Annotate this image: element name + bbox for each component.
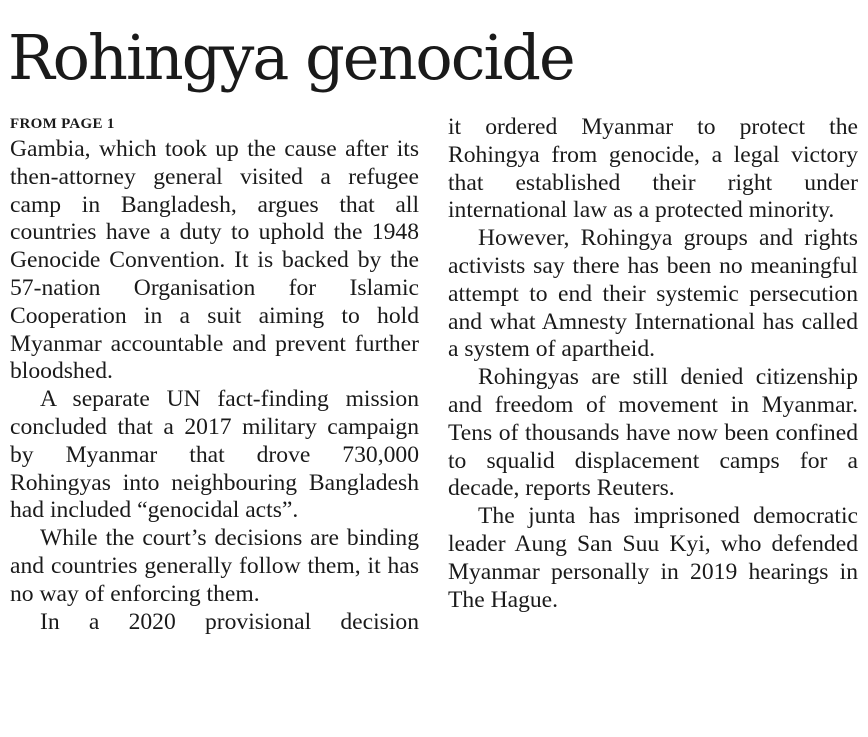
article-column-right <box>448 114 858 614</box>
article-column-left <box>10 114 419 636</box>
article-paragraph: it ordered Myanmar to protect the Rohingya from genocide, a legal victory that established their right under international law as a protected minority. <box>448 114 858 224</box>
continuation-kicker: FROM PAGE 1 <box>10 116 115 132</box>
article-paragraph: The junta has imprisoned democratic leader Aung San Suu Kyi, who defended Myanmar personally in 2019 hearings in The Hague. <box>448 503 858 613</box>
article-paragraph: However, Rohingya groups and rights activists say there has been no meaningful attempt to end their systemic persecution and what Amnesty International has called a system of apartheid. <box>448 225 858 363</box>
article-paragraph: In a 2020 provisional decision <box>40 608 419 635</box>
article-paragraph: Rohingyas are still denied citizenship and freedom of movement in Myanmar. Tens of thousands have now been confined to squalid displacement camps for a decade, reports Reuters. <box>448 364 858 502</box>
headline: Rohingya genocide <box>8 21 574 94</box>
article-paragraph: A separate UN fact-finding mission concluded that a 2017 military campaign by Myanmar that drove 730,000 Rohingyas into neighbouring Bangladesh had included “genocidal acts”. <box>10 386 419 524</box>
article-paragraph: Gambia, which took up the cause after its then-attorney general visited a refugee camp in Bangladesh, argues that all countries have a duty to uphold the 1948 Genocide Convention. It is backed by the 57-nation Organisation for Islamic Cooperation in a suit aiming to hold Myanmar accountable and prevent further bloodshed. <box>10 136 419 385</box>
article-paragraph: While the court’s decisions are binding and countries generally follow them, it has no way of enforcing them. <box>10 525 419 607</box>
